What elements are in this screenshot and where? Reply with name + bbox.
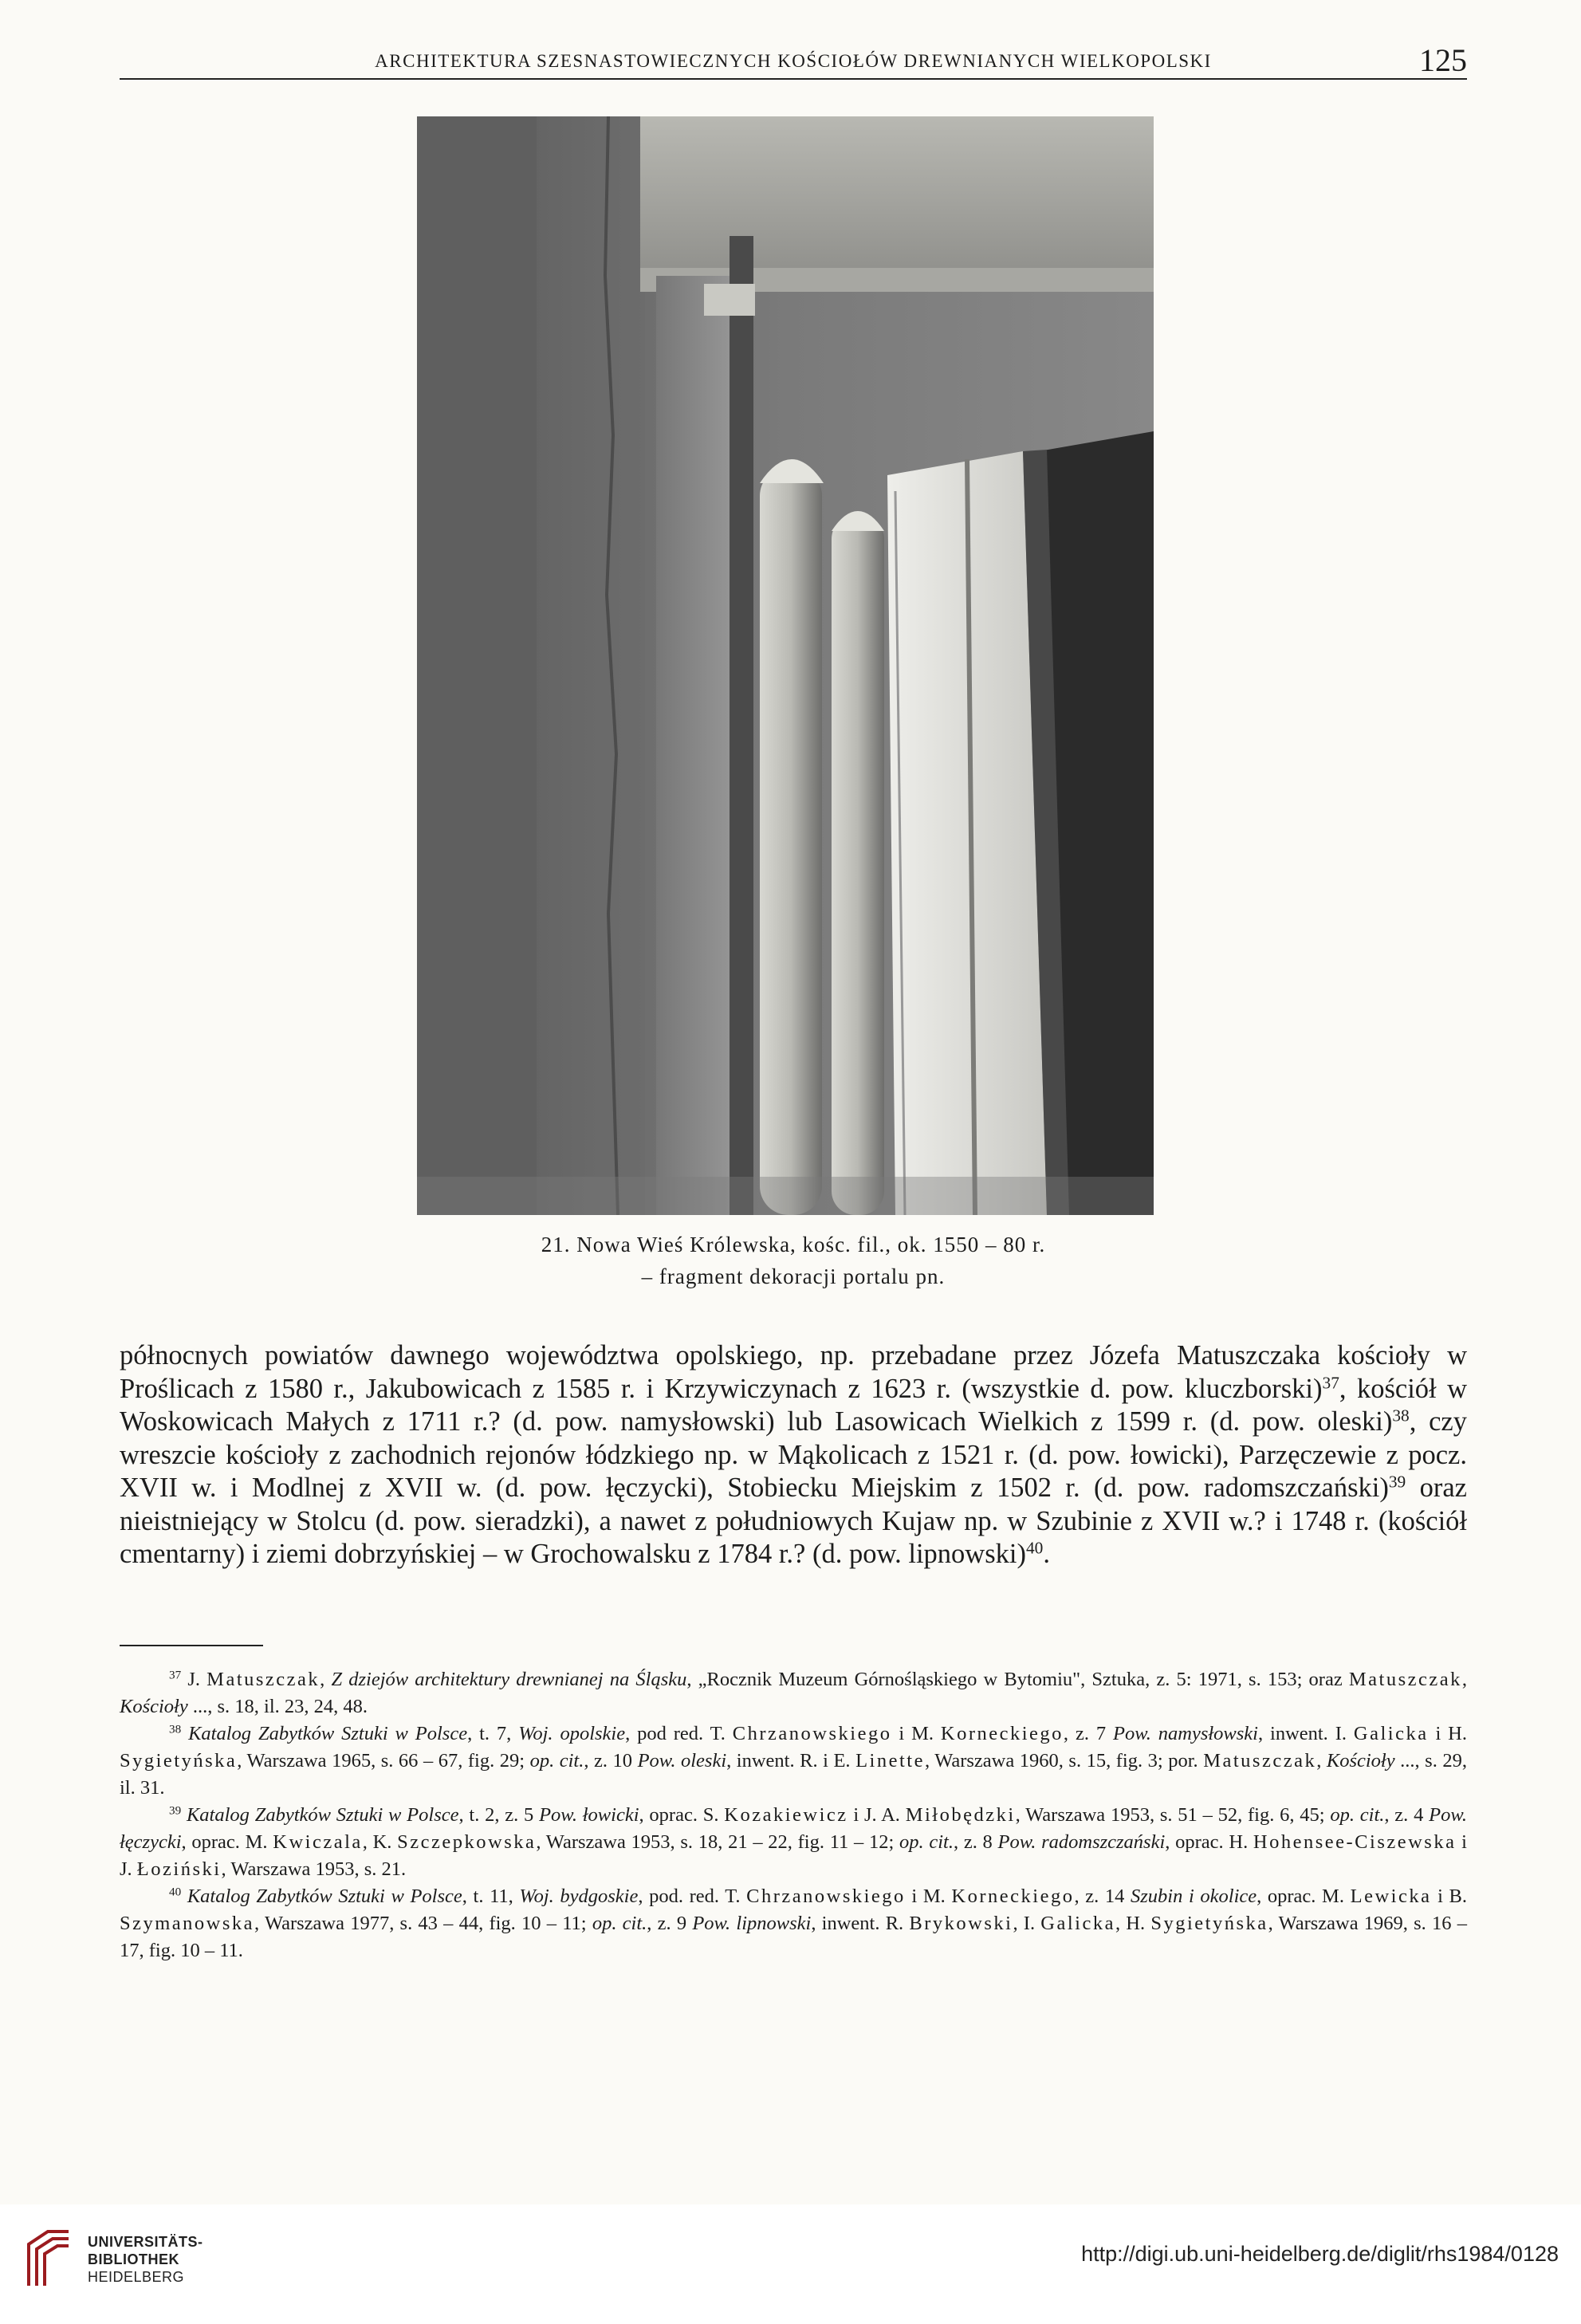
footnote-number: 40 — [169, 1885, 182, 1899]
footnote-ref-40[interactable]: 40 — [1025, 1538, 1044, 1558]
body-text-part: oraz nieistniejący w Stolcu (d. pow. sieradzki), a nawet z południowych Kujaw np. w Szubinie z XVII w.? i 1748 r. (kościół cmentarny) i ziemi dobrzyńskiej – w Grochowalsku z 1784 r.? (d. pow. lipnowski) — [120, 1473, 1467, 1569]
fn-text: , Warszawa 1965, s. 66 – 67, fig. 29; — [237, 1750, 530, 1772]
fn-text: , oprac. M. — [1257, 1886, 1351, 1907]
figure-photograph — [417, 116, 1154, 1215]
fn-text: , Warszawa 1977, s. 43 – 44, fig. 10 – 11; — [254, 1913, 592, 1934]
fn-author: Matuszczak — [1348, 1669, 1462, 1690]
footnote-separator — [120, 1645, 263, 1646]
fn-title: Pow. radomszczański — [997, 1831, 1166, 1853]
fn-text: i M. — [905, 1886, 952, 1907]
fn-author: Łoziński — [136, 1858, 222, 1880]
fn-text: , t. 7, — [467, 1723, 519, 1744]
caption-line-2: – fragment dekoracji portalu pn. — [641, 1264, 946, 1288]
fn-text: , — [320, 1669, 332, 1690]
fn-text: , oprac. S. — [639, 1804, 725, 1826]
fn-text: , Warszawa 1953, s. 21. — [221, 1858, 407, 1880]
portal-photo-illustration — [417, 116, 1154, 1215]
fn-author: Linette — [855, 1750, 925, 1772]
fn-author: Sygietyńska — [1150, 1913, 1268, 1934]
fn-author: Sygietyńska — [120, 1750, 238, 1772]
fn-title: op. cit. — [899, 1831, 954, 1853]
body-text-part: północnych powiatów dawnego województwa opolskiego, np. przebadane przez Józefa Matuszczaka kościoły w Proślicach z 1580 r., Jakubowicach z 1585 r. i Krzywiczynach z 1623 r. (wszystkie d. pow. kluczborski) — [120, 1340, 1467, 1404]
fn-text: , inwent. R. — [811, 1913, 910, 1934]
fn-text: i J. A. — [848, 1804, 906, 1826]
body-text-part: , kościół w Woskowicach Małych z 1711 r.? (d. pow. namysłowski) lub Lasowicach Wielkich z 1599 r. (d. pow. oleski) — [120, 1373, 1468, 1437]
fn-author: Chrzanowskiego — [732, 1723, 892, 1744]
fn-text: , z. 10 — [584, 1750, 638, 1772]
fn-text: i B. — [1431, 1886, 1467, 1907]
footnote-number: 38 — [169, 1722, 182, 1736]
fn-text: , Warszawa 1953, s. 51 – 52, fig. 6, 45; — [1015, 1804, 1331, 1826]
library-name-line-3: HEIDELBERG — [88, 2269, 185, 2285]
library-footer — [0, 2204, 1581, 2324]
fn-text: J. — [181, 1669, 207, 1690]
fn-author: Kwiczala — [273, 1831, 363, 1853]
fn-author: Matuszczak — [1203, 1750, 1317, 1772]
body-text — [120, 1339, 1467, 1571]
fn-text — [181, 1886, 187, 1907]
fn-author: Kozakiewicz — [724, 1804, 848, 1826]
fn-title: Pow. namysłowski — [1113, 1723, 1258, 1744]
fn-title: Pow. lipnowski — [692, 1913, 812, 1934]
footnote-ref-37[interactable]: 37 — [1322, 1372, 1339, 1392]
fn-author: Lewicka — [1350, 1886, 1432, 1907]
fn-text: , Warszawa 1969, s. 16 – 17, fig. 10 – 11. — [120, 1913, 1467, 1961]
fn-text: , z. 14 — [1074, 1886, 1131, 1907]
fn-title: Pow. łowicki — [539, 1804, 639, 1826]
footnote-number: 39 — [169, 1803, 182, 1818]
fn-text: , pod red. T. — [625, 1723, 733, 1744]
fn-text — [181, 1804, 187, 1826]
caption-line-1: 21. Nowa Wieś Królewska, kośc. fil., ok. 1550 – 80 r. — [541, 1233, 1046, 1256]
fn-title: op. cit. — [1330, 1804, 1385, 1826]
fn-author: Galicka — [1353, 1723, 1429, 1744]
footnote-ref-38[interactable]: 38 — [1392, 1406, 1410, 1425]
running-head — [120, 40, 1467, 80]
fn-author: Miłobędzki — [905, 1804, 1016, 1826]
permalink-url[interactable]: http://digi.ub.uni-heidelberg.de/diglit/rhs1984/0128 — [1081, 2242, 1559, 2266]
page-number: 125 — [1419, 42, 1467, 78]
fn-title: Szubin i okolice — [1130, 1886, 1257, 1907]
running-title: ARCHITEKTURA SZESNASTOWIECZNYCH KOŚCIOŁÓW DREWNIANYCH WIELKOPOLSKI — [375, 51, 1212, 71]
header-rule — [120, 78, 1467, 80]
body-paragraph — [120, 1339, 1467, 1571]
fn-text: , Warszawa 1953, s. 18, 21 – 22, fig. 11 – 12; — [536, 1831, 900, 1853]
fn-title: Kościoły — [1326, 1750, 1395, 1772]
footnote-ref-39[interactable]: 39 — [1388, 1472, 1406, 1492]
fn-text: , z. 9 — [647, 1913, 693, 1934]
body-text-part: , czy wreszcie kościoły z zachodnich rejonów łódzkiego np. w Mąkolicach z 1521 r. (d. pow. łowicki), Parzęczewie z pocz. XVII w. i Modlnej z XVII w. (d. pow. łęczycki), Stobiecku Miejskim z 1502 r. (d. pow. radomszczański) — [120, 1406, 1467, 1503]
footnotes — [120, 1666, 1467, 1964]
fn-title: Katalog Zabytków Sztuki w Polsce — [187, 1886, 462, 1907]
fn-text: , inwent. I. — [1257, 1723, 1354, 1744]
footnote-37 — [120, 1666, 1467, 1720]
fn-title: op. cit. — [529, 1750, 584, 1772]
footnote-number: 37 — [169, 1668, 182, 1682]
library-name-line-1: UNIVERSITÄTS- — [88, 2234, 203, 2250]
fn-title: Woj. bydgoskie — [519, 1886, 639, 1907]
fn-text: i M. — [891, 1723, 941, 1744]
fn-text: , z. 7 — [1063, 1723, 1113, 1744]
fn-text: , I. — [1013, 1913, 1041, 1934]
fn-text: , t. 2, z. 5 — [458, 1804, 540, 1826]
fn-text: , z. 8 — [953, 1831, 998, 1853]
fn-text: i H. — [1428, 1723, 1467, 1744]
fn-title: Z dziejów architektury drewnianej na Śląsku — [331, 1669, 687, 1690]
fn-author: Korneckiego — [951, 1886, 1075, 1907]
fn-author: Korneckiego — [940, 1723, 1064, 1744]
fn-text: , H. — [1115, 1913, 1151, 1934]
footnote-40 — [120, 1883, 1467, 1964]
fn-title: Katalog Zabytków Sztuki w Polsce — [188, 1723, 468, 1744]
fn-text: , — [1461, 1669, 1468, 1690]
fn-text: , t. 11, — [462, 1886, 520, 1907]
fn-title: op. cit. — [592, 1913, 647, 1934]
fn-title: Kościoły — [120, 1696, 188, 1717]
fn-author: Matuszczak — [206, 1669, 321, 1690]
fn-title: Pow. oleski — [637, 1750, 727, 1772]
fn-text: , K. — [362, 1831, 398, 1853]
fn-author: Galicka — [1040, 1913, 1115, 1934]
fn-text: , oprac. H. — [1165, 1831, 1253, 1853]
fn-text: , Warszawa 1960, s. 15, fig. 3; por. — [924, 1750, 1204, 1772]
library-name-line-2: BIBLIOTHEK — [88, 2251, 179, 2267]
library-name[interactable] — [88, 2233, 203, 2286]
fn-title: Katalog Zabytków Sztuki w Polsce — [186, 1804, 459, 1826]
body-text-part: . — [1043, 1539, 1050, 1569]
fn-author: Chrzanowskiego — [746, 1886, 906, 1907]
fn-text — [181, 1723, 188, 1744]
fn-author: Szymanowska — [120, 1913, 255, 1934]
fn-text: ..., s. 29, il. 31. — [120, 1750, 1467, 1799]
fn-author: Szczepkowska — [397, 1831, 537, 1853]
fn-title: Pow. łęczycki — [120, 1804, 1467, 1853]
fn-author: Brykowski — [909, 1913, 1013, 1934]
footnote-38 — [120, 1720, 1467, 1802]
fn-text: i J. — [120, 1831, 1467, 1880]
fn-text: ..., s. 18, il. 23, 24, 48. — [187, 1696, 368, 1717]
figure-caption — [239, 1229, 1347, 1292]
fn-text: , inwent. R. i E. — [726, 1750, 856, 1772]
fn-text: , „Rocznik Muzeum Górnośląskiego w Bytomiu", Sztuka, z. 5: 1971, s. 153; oraz — [686, 1669, 1349, 1690]
library-logo-icon[interactable] — [24, 2227, 73, 2291]
fn-text: , pod. red. T. — [638, 1886, 747, 1907]
fn-text: , z. 4 — [1384, 1804, 1430, 1826]
fn-author: Hohensee-Ciszewska — [1253, 1831, 1457, 1853]
footnote-39 — [120, 1802, 1467, 1883]
fn-text: , — [1316, 1750, 1327, 1772]
fn-title: Woj. opolskie — [518, 1723, 626, 1744]
fn-text: , oprac. M. — [181, 1831, 273, 1853]
